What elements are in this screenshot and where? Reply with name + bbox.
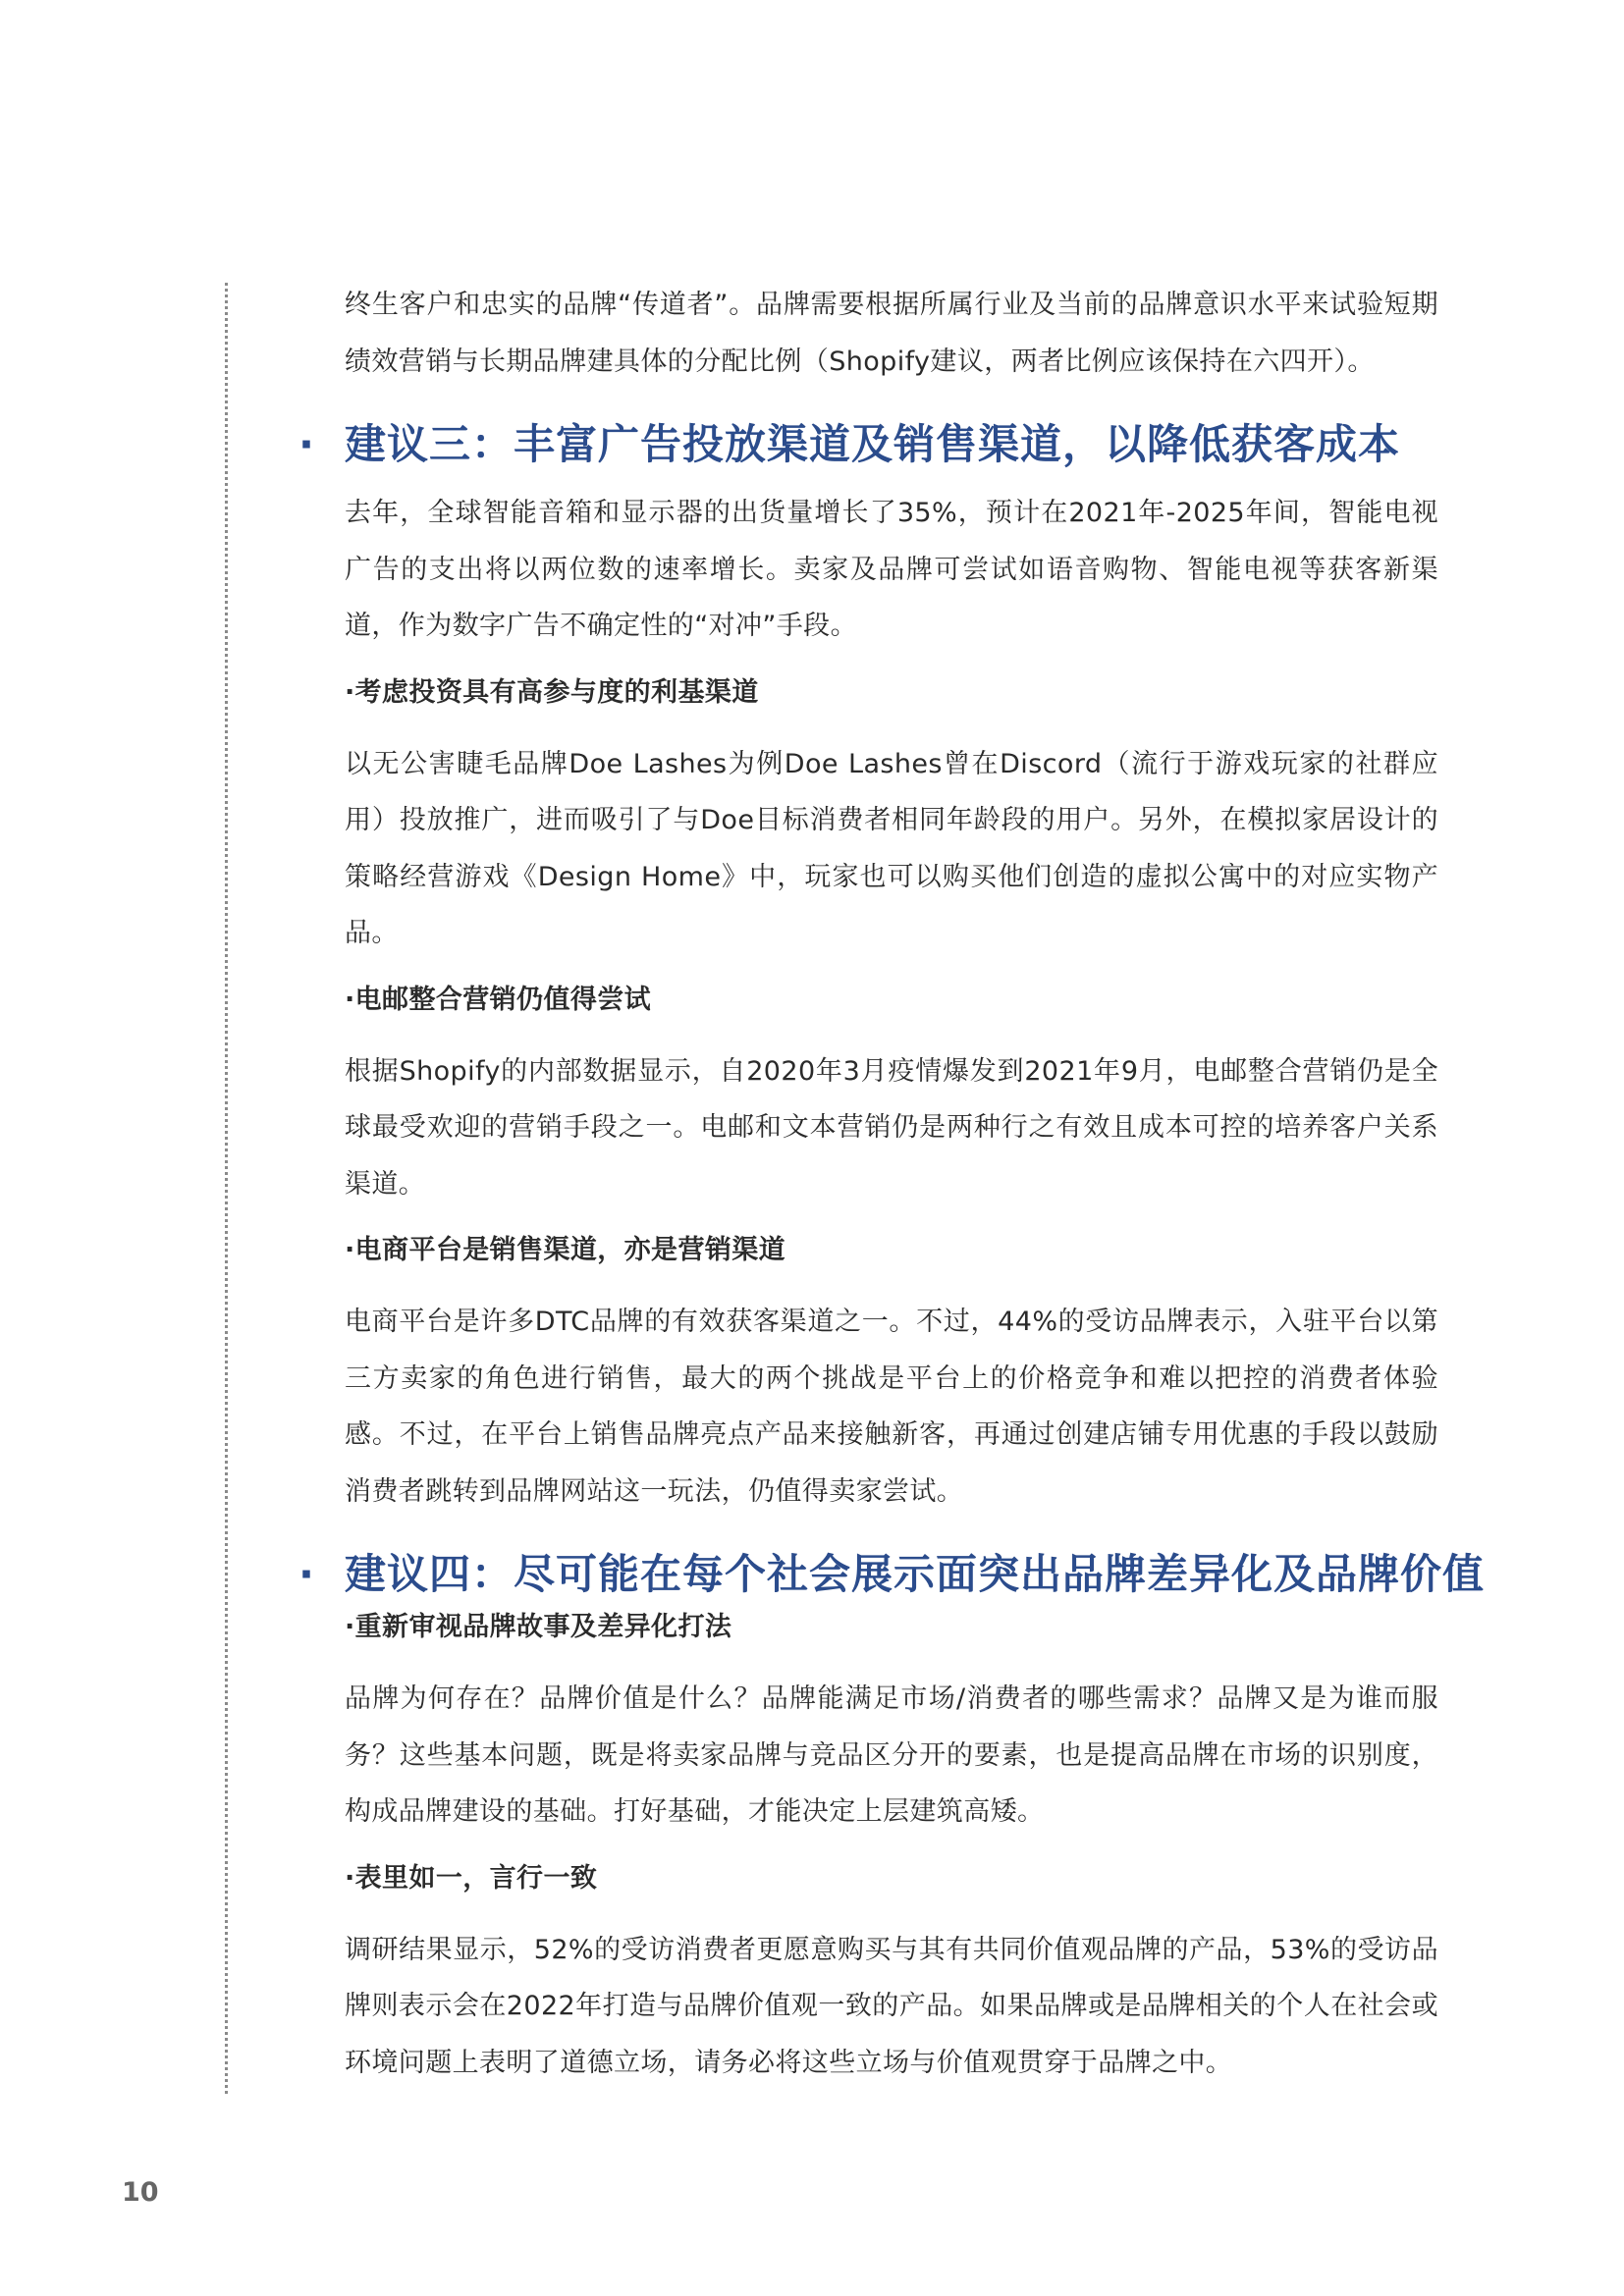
section-3-subheading-2: ·电邮整合营销仍值得尝试 [345,984,652,1015]
page-number: 10 [122,2177,159,2208]
section-4-sub-2-paragraph: 调研结果显示，52%的受访消费者更愿意购买与其有共同价值观品牌的产品，53%的受访品牌则表示会在2022年打造与品牌价值观一致的产品。如果品牌或是品牌相关的个人在社会或环境问题上表明了道德立场，请务必将这些立场与价值观贯穿于品牌之中。 [345,1934,1438,2078]
dotted-margin-rule [225,283,228,2094]
section-3-sub-1-paragraph: 以无公害睫毛品牌Doe Lashes为例Doe Lashes曾在Discord（流行于游戏玩家的社群应用）投放推广，进而吸引了与Doe目标消费者相同年龄段的用户。另外，在模拟家居设计的策略经营游戏《Design Home》中，玩家也可以购买他们创造的虚拟公寓中的对应实物产品。 [345,748,1438,948]
section-4-title: 建议四：尽可能在每个社会展示面突出品牌差异化及品牌价值 [345,1550,1486,1598]
article-content [298,277,1486,2091]
section-4-heading [298,1546,1486,1603]
section-3-paragraph: 去年，全球智能音箱和显示器的出货量增长了35%，预计在2021年-2025年间，智能电视广告的支出将以两位数的速率增长。卖家及品牌可尝试如语音购物、智能电视等获客新渠道，作为数字广告不确定性的“对冲”手段。 [345,498,1438,641]
section-3-sub-2-paragraph: 根据Shopify的内部数据显示，自2020年3月疫情爆发到2021年9月，电邮整合营销仍是全球最受欢迎的营销手段之一。电邮和文本营销仍是两种行之有效且成本可控的培养客户关系渠道。 [345,1055,1438,1200]
section-3-sub-3-paragraph: 电商平台是许多DTC品牌的有效获客渠道之一。不过，44%的受访品牌表示，入驻平台以第三方卖家的角色进行销售，最大的两个挑战是平台上的价格竞争和难以把控的消费者体验感。不过，在平台上销售品牌亮点产品来接触新客，再通过创建店铺专用优惠的手段以鼓励消费者跳转到品牌网站这一玩法，仍值得卖家尝试。 [345,1307,1438,1507]
section-3-bullet: · [298,420,315,468]
section-4-subheading-2: ·表里如一，言行一致 [345,1862,598,1894]
section-4-bullet: · [298,1550,315,1598]
section-4-subheading-1: ·重新审视品牌故事及差异化打法 [345,1612,732,1642]
section-4-sub-1-paragraph: 品牌为何存在？品牌价值是什么？品牌能满足市场/消费者的哪些需求？品牌又是为谁而服务？这些基本问题，既是将卖家品牌与竞品区分开的要素，也是提高品牌在市场的识别度，构成品牌建设的基础。打好基础，才能决定上层建筑高矮。 [345,1683,1438,1827]
section-3-title: 建议三：丰富广告投放渠道及销售渠道，以降低获客成本 [345,420,1401,468]
intro-paragraph: 终生客户和忠实的品牌“传道者”。品牌需要根据所属行业及当前的品牌意识水平来试验短期绩效营销与长期品牌建具体的分配比例（Shopify建议，两者比例应该保持在六四开）。 [345,290,1438,377]
section-3-subheading-3: ·电商平台是销售渠道，亦是营销渠道 [345,1235,786,1265]
section-3-subheading-1: ·考虑投资具有高参与度的利基渠道 [345,676,759,708]
section-3-heading [298,416,1438,473]
